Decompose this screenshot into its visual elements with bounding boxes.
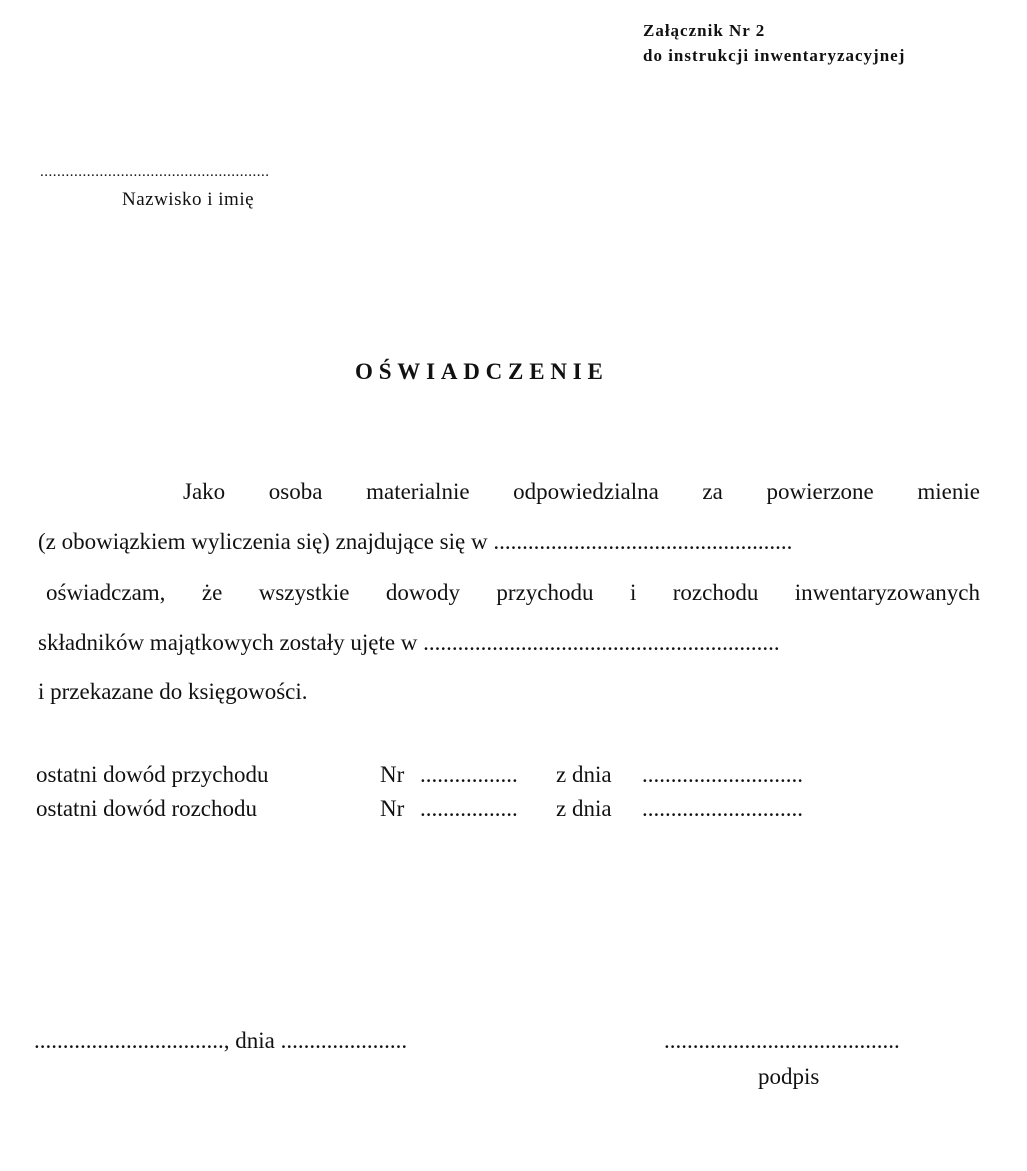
name-field-dots: ...................................................... [40, 164, 270, 180]
document-row-nr-label: Nr [380, 762, 405, 787]
document-row-nr-dots: ................. [420, 796, 518, 821]
document-row-date-dots: ............................ [642, 762, 803, 787]
document-row-nr-label: Nr [380, 796, 405, 821]
document-row-label: ostatni dowód przychodu [36, 762, 269, 787]
body-line-2: (z obowiązkiem wyliczenia się) znajdujące się w .................................................... [38, 529, 793, 554]
document-row-income [36, 760, 803, 790]
name-field-label: Nazwisko i imię [122, 189, 255, 210]
document-row-date-dots: ............................ [642, 796, 803, 821]
signature-field-dots: ......................................... [664, 1028, 900, 1053]
place-date-field: ................................., dnia ...................... [34, 1028, 408, 1053]
annex-number: Załącznik Nr 2 [643, 21, 766, 40]
document-row-nr-dots: ................. [420, 762, 518, 787]
annex-reference: do instrukcji inwentaryzacyjnej [643, 46, 906, 65]
document-row-label: ostatni dowód rozchodu [36, 796, 258, 821]
document-row-date-label: z dnia [556, 762, 612, 787]
signature-label: podpis [758, 1064, 820, 1089]
annex-header [643, 18, 905, 68]
document-title: OŚWIADCZENIE [355, 359, 609, 384]
body-line-4: składników majątkowych zostały ujęte w .............................................................. [38, 630, 780, 655]
body-line-3: oświadczam, że wszystkie dowody przychodu i rozchodu inwentaryzowanych [46, 580, 980, 605]
document-row-expense [36, 794, 803, 824]
body-line-5: i przekazane do księgowości. [38, 679, 308, 704]
document-row-date-label: z dnia [556, 796, 612, 821]
body-line-1: Jako osoba materialnie odpowiedzialna za powierzone mienie [183, 479, 980, 504]
